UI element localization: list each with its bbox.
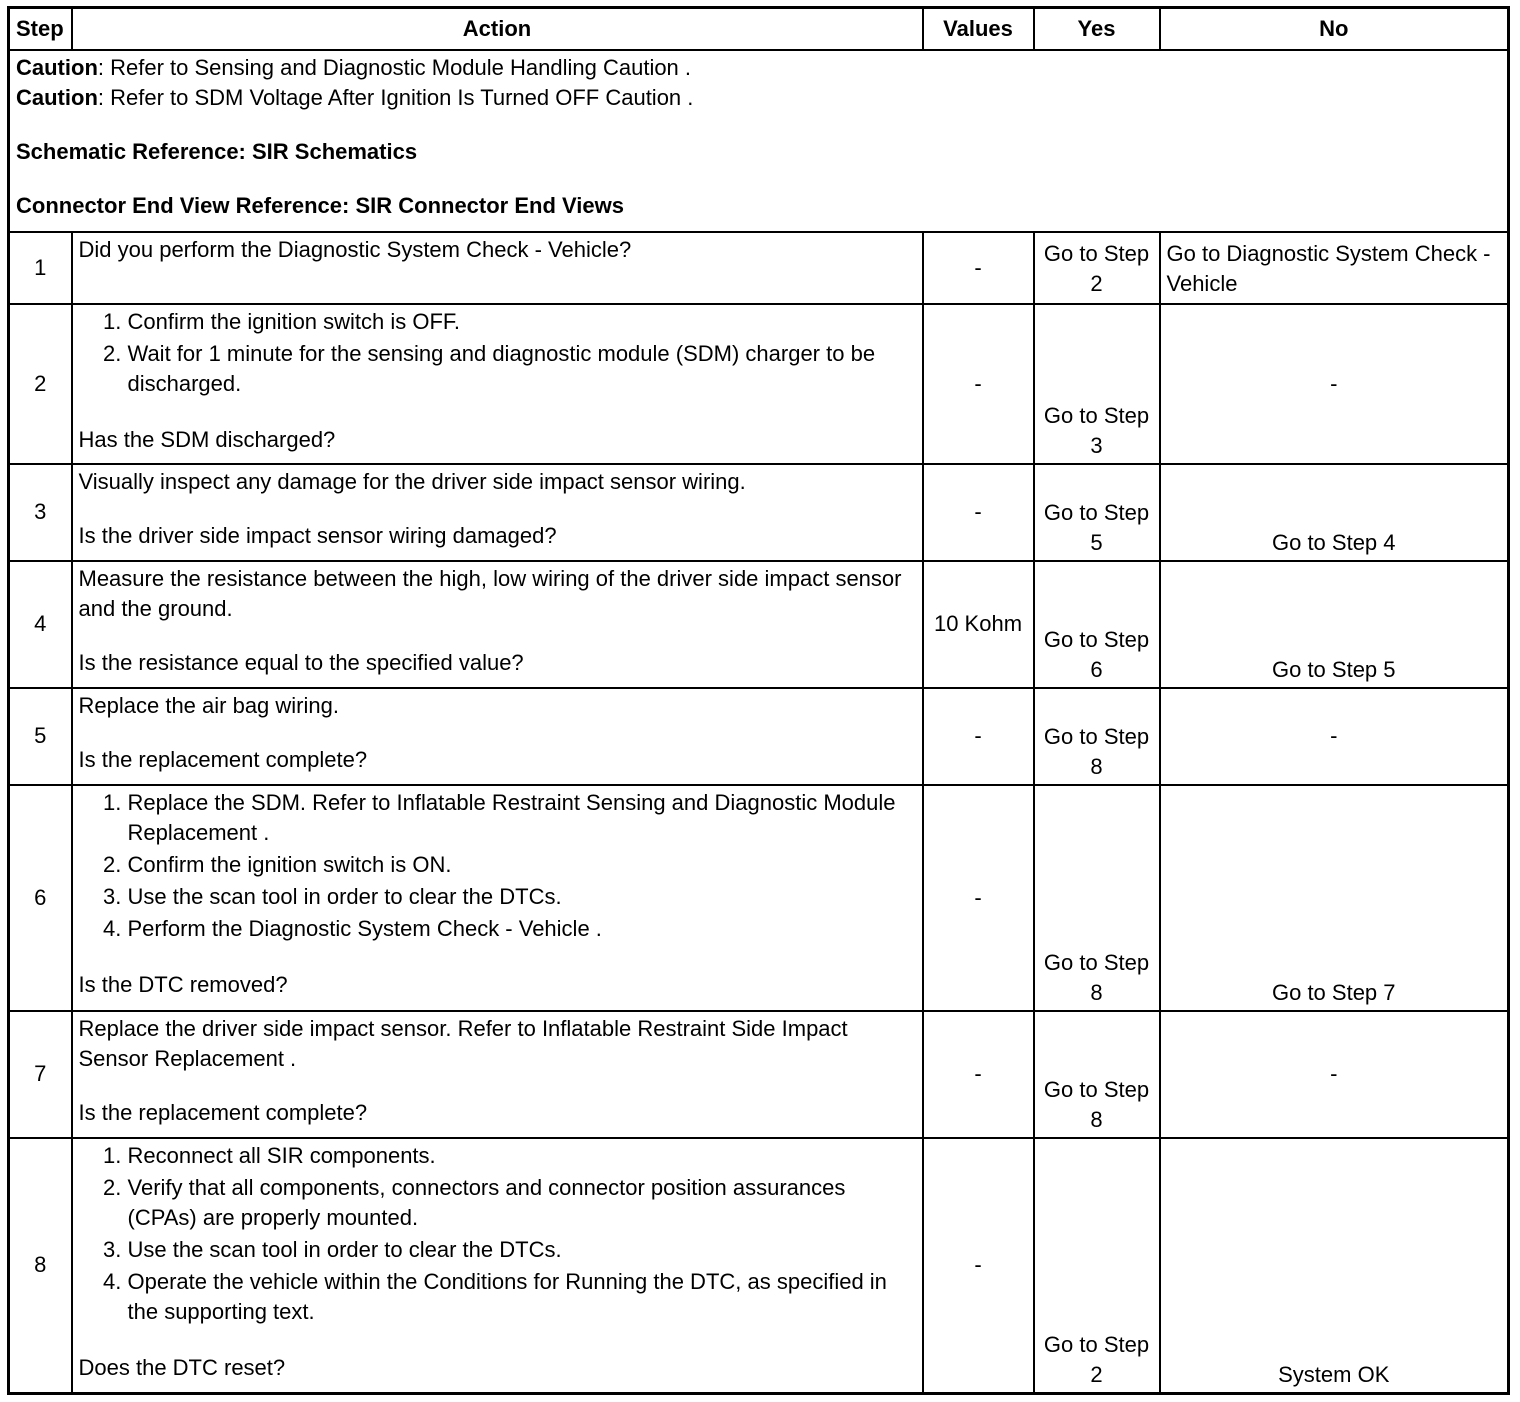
action-steps-list [79,307,916,399]
yes-cell: Go to Step 8 [1034,1011,1160,1138]
yes-cell: Go to Step 2 [1034,1138,1160,1394]
no-cell: Go to Diagnostic System Check - Vehicle [1160,232,1509,304]
no-cell: - [1160,688,1509,785]
no-cell: Go to Step 5 [1160,561,1509,688]
step-number: 4 [9,561,72,688]
caution-label: Caution [16,54,98,80]
header-no: No [1160,8,1509,50]
list-item: 1. Reconnect all SIR components. [128,1141,916,1171]
yes-cell: Go to Step 8 [1034,785,1160,1011]
action-instruction: Replace the driver side impact sensor. Refer to Inflatable Restraint Side Impact Sensor Replacement . [78,1015,848,1071]
no-cell: Go to Step 4 [1160,464,1509,561]
step-number: 1 [9,232,72,304]
value-cell: - [923,464,1034,561]
table-row [9,304,1509,464]
action-text [72,561,923,688]
yes-cell: Go to Step 5 [1034,464,1160,561]
value-cell: 10 Kohm [923,561,1034,688]
list-item: 2. Verify that all components, connectors and connector position assurances (CPAs) are properly mounted. [128,1173,916,1233]
header-row [9,8,1509,50]
caution-text: : Refer to Sensing and Diagnostic Module Handling Caution . [97,54,692,80]
table-row [9,232,1509,304]
step-number: 3 [9,464,72,561]
action-text: Did you perform the Diagnostic System Check - Vehicle? [72,232,923,304]
question-text: Is the replacement complete? [78,746,368,772]
caution-line-2 [16,83,1501,113]
action-text [72,688,923,785]
diagnostic-table [7,6,1510,1395]
no-cell: - [1160,304,1509,464]
value-cell: - [923,785,1034,1011]
step-number: 2 [9,304,72,464]
value-cell: - [923,1138,1034,1394]
list-item: 3. Use the scan tool in order to clear the DTCs. [128,1235,916,1265]
question-text: Has the SDM discharged? [78,426,336,452]
table-row [9,561,1509,688]
question-text: Is the driver side impact sensor wiring damaged? [78,522,557,548]
yes-cell: Go to Step 2 [1034,232,1160,304]
list-item: 2. Confirm the ignition switch is ON. [128,850,916,880]
list-item: 4. Perform the Diagnostic System Check - Vehicle . [128,914,916,944]
table-row [9,785,1509,1011]
question-text: Is the DTC removed? [78,971,288,997]
list-item: 1. Replace the SDM. Refer to Inflatable Restraint Sensing and Diagnostic Module Replacement . [128,788,916,848]
question-text: Is the replacement complete? [78,1099,368,1125]
value-cell: - [923,1011,1034,1138]
yes-cell: Go to Step 3 [1034,304,1160,464]
list-item: 1. Confirm the ignition switch is OFF. [128,307,916,337]
list-item: 3. Use the scan tool in order to clear the DTCs. [128,882,916,912]
list-item: 4. Operate the vehicle within the Conditions for Running the DTC, as specified in the supporting text. [128,1267,916,1327]
schematic-reference: Schematic Reference: SIR Schematics [16,138,418,164]
table-row [9,688,1509,785]
action-text [72,464,923,561]
step-number: 6 [9,785,72,1011]
no-cell: - [1160,1011,1509,1138]
step-number: 5 [9,688,72,785]
caution-line-1 [16,53,1501,83]
yes-cell: Go to Step 6 [1034,561,1160,688]
action-text [72,1011,923,1138]
question-text: Does the DTC reset? [78,1354,286,1380]
step-number: 8 [9,1138,72,1394]
yes-cell: Go to Step 8 [1034,688,1160,785]
header-step: Step [9,8,72,50]
action-instruction: Replace the air bag wiring. [78,692,339,718]
intro-cell [9,50,1509,232]
action-steps-list [79,1141,916,1327]
action-instruction: Measure the resistance between the high, low wiring of the driver side impact sensor and the ground. [78,565,902,621]
step-number: 7 [9,1011,72,1138]
header-action: Action [72,8,923,50]
no-cell: Go to Step 7 [1160,785,1509,1011]
caution-label: Caution [16,84,98,110]
question-text: Is the resistance equal to the specified value? [78,649,524,675]
action-text [72,785,923,1011]
intro-row [9,50,1509,232]
value-cell: - [923,304,1034,464]
table-row [9,464,1509,561]
connector-reference: Connector End View Reference: SIR Connector End Views [16,192,624,218]
no-cell: System OK [1160,1138,1509,1394]
action-instruction: Visually inspect any damage for the driver side impact sensor wiring. [78,468,746,494]
action-text [72,1138,923,1394]
action-text [72,304,923,464]
table-row [9,1138,1509,1394]
header-values: Values [923,8,1034,50]
header-yes: Yes [1034,8,1160,50]
caution-text: : Refer to SDM Voltage After Ignition Is Turned OFF Caution . [97,84,694,110]
list-item: 2. Wait for 1 minute for the sensing and diagnostic module (SDM) charger to be discharged. [128,339,916,399]
action-steps-list [79,788,916,944]
table-row [9,1011,1509,1138]
value-cell: - [923,688,1034,785]
value-cell: - [923,232,1034,304]
